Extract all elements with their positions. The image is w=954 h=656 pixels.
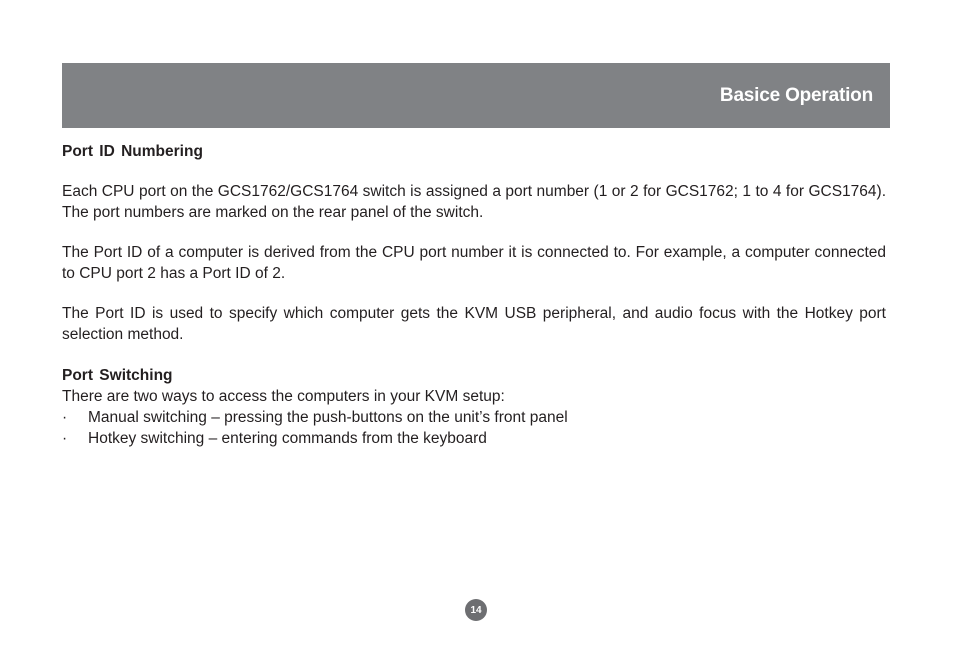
document-body <box>62 141 886 449</box>
paragraph-port-numbers: Each CPU port on the GCS1762/GCS1764 switch is assigned a port number (1 or 2 for GCS1762; 1 to 4 for GCS1764). The port numbers are marked on the rear panel of the switch. <box>62 183 886 221</box>
section-heading-port-switching: Port Switching <box>62 367 173 384</box>
switching-methods-list <box>62 407 886 449</box>
list-item <box>62 407 886 428</box>
page-number-badge: 14 <box>465 599 487 621</box>
page-title: Basice Operation <box>719 85 873 106</box>
section-heading-port-id-numbering: Port ID Numbering <box>62 143 203 160</box>
list-item-text: Manual switching – pressing the push-buttons on the unit’s front panel <box>88 409 568 426</box>
paragraph-port-id-usage: The Port ID is used to specify which computer gets the KVM USB peripheral, and audio focus with the Hotkey port selection method. <box>62 305 886 343</box>
bullet-dot: · <box>62 409 68 426</box>
list-item <box>62 428 886 449</box>
paragraph-switching-intro: There are two ways to access the computers in your KVM setup: <box>62 388 505 405</box>
header-bar <box>62 63 890 128</box>
paragraph-port-id-derivation: The Port ID of a computer is derived from the CPU port number it is connected to. For example, a computer connected to CPU port 2 has a Port ID of 2. <box>62 244 886 282</box>
bullet-dot: · <box>62 430 68 447</box>
list-item-text: Hotkey switching – entering commands from the keyboard <box>88 430 487 447</box>
